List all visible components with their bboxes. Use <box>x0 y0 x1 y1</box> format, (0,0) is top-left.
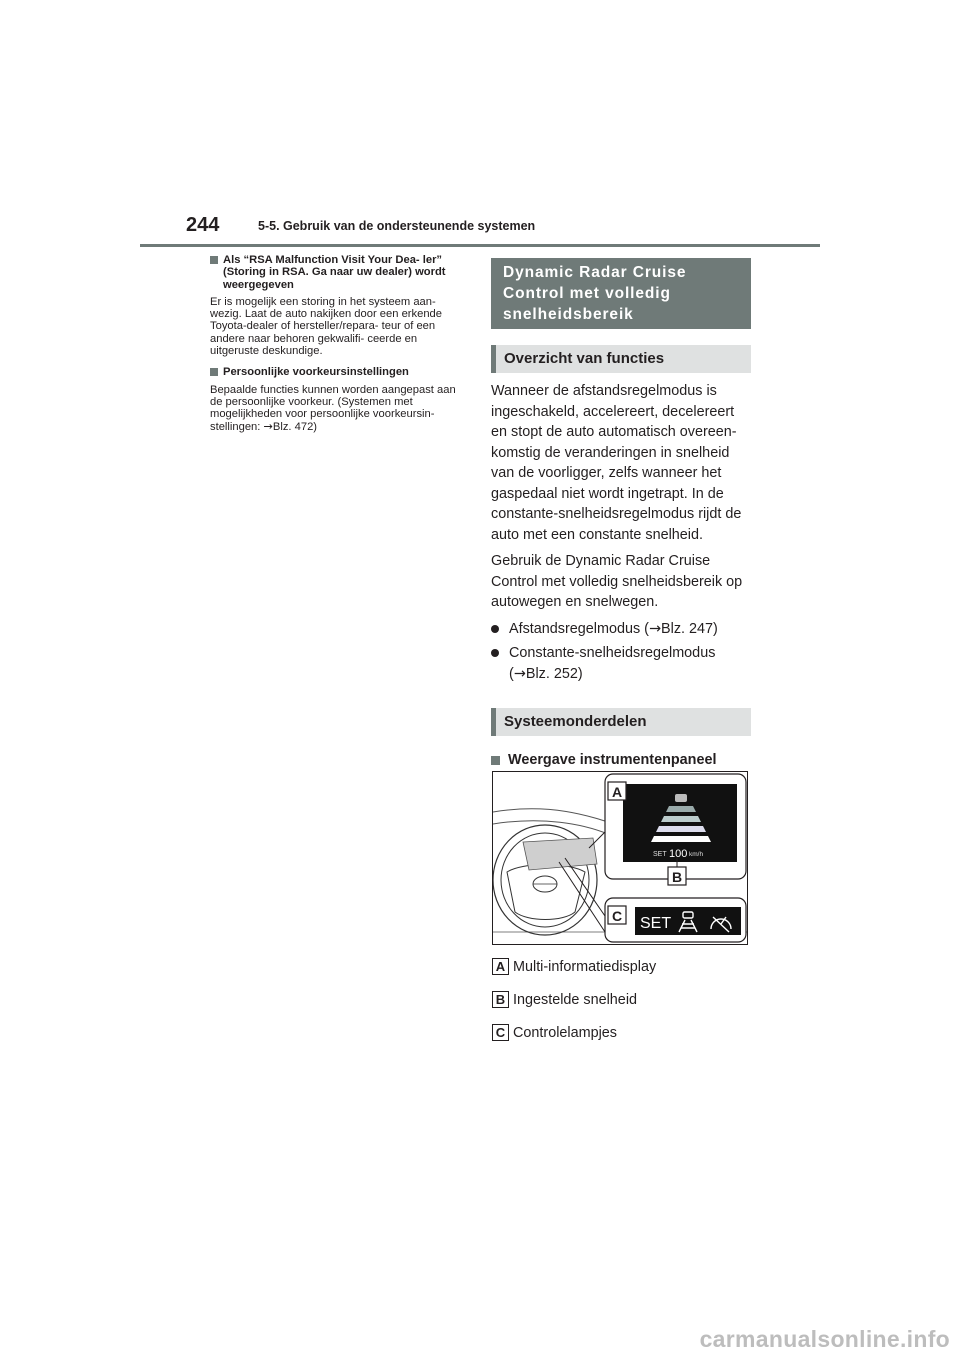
set-small-label: SET <box>653 851 667 858</box>
personal-settings-subheading <box>210 366 468 378</box>
page-reference-link[interactable]: Blz. 247) <box>661 620 718 637</box>
bullet-label: Constante-snelheidsregelmodus <box>509 645 716 661</box>
instrument-display-heading-text: Weergave instrumentenpaneel <box>508 752 717 768</box>
instrument-display-subheading <box>491 752 751 768</box>
page-reference-link[interactable]: Blz. 472) <box>272 420 318 433</box>
legend-item-c <box>492 1024 617 1041</box>
overview-paragraph-2: Gebruik de Dynamic Radar Cruise Control met volledig snelheidsbereik op autowegen en snelwegen. <box>491 553 743 610</box>
dashboard-line <box>493 809 623 827</box>
label-b: B <box>672 869 683 885</box>
instrument-panel-figure <box>492 771 748 945</box>
dashboard-line <box>493 821 608 834</box>
cluster-shade <box>523 838 597 870</box>
overview-paragraph-1: Wanneer de afstandsregelmodus is ingeschakeld, accelereert, decelereert en stopt de auto automatisch overeen- komstig de veranderingen in snelheid van de voorligger, zelfs wanneer het gaspedaal niet wordt ingetrapt. In de constante-snelheidsregelmodus rijdt de auto met een constante snelheid. <box>491 383 742 543</box>
right-column <box>491 258 751 768</box>
xref-arrow-icon: → <box>263 419 273 433</box>
personal-settings-body: Bepaalde functies kunnen worden aangepast aan de persoonlijke voorkeur. (Systemen met mogelijkheden voor persoonlijke voorkeursin- stellingen: <box>210 383 456 433</box>
square-bullet-icon <box>210 256 218 264</box>
set-indicator: SET <box>640 915 672 932</box>
rsa-malfunction-heading-text: Als “RSA Malfunction Visit Your Dea- ler” (Storing in RSA. Ga naar uw dealer) wordt weergegeven <box>223 254 446 291</box>
xref-arrow-icon: → <box>648 620 662 637</box>
label-c: C <box>612 908 623 924</box>
bullet-paren: ( <box>509 665 514 682</box>
bullet-dot-icon <box>491 625 499 633</box>
square-bullet-icon <box>491 756 500 765</box>
bullet-distance-mode <box>491 619 751 640</box>
legend-key: A <box>492 958 509 975</box>
legend-label: Ingestelde snelheid <box>513 991 638 1008</box>
watermark: carmanualsonline.info <box>699 1326 950 1352</box>
legend-key: B <box>492 991 509 1008</box>
legend-key: C <box>492 1024 509 1041</box>
legend-item-a <box>492 958 656 975</box>
bullet-text <box>509 619 718 640</box>
page-reference-link[interactable]: Blz. 252) <box>525 665 583 682</box>
legend-label: Controlelampjes <box>513 1024 617 1041</box>
speed-unit: km/h <box>689 851 704 858</box>
personal-settings-heading-text: Persoonlijke voorkeursinstellingen <box>223 366 409 379</box>
rsa-malfunction-text: Er is mogelijk een storing in het systeem aan- wezig. Laat de auto nakijken door een erkende Toyota-dealer of hersteller/repara- teur of een andere naar behoren gekwalifi- ceerde en uitgeruste deskundige. <box>210 295 442 358</box>
square-bullet-icon <box>210 368 218 376</box>
legend-label: Multi-informatiedisplay <box>513 958 657 975</box>
page-number: 244 <box>186 214 220 236</box>
left-column <box>210 254 468 442</box>
figure-illustration <box>493 772 748 945</box>
bullet-label: Afstandsregelmodus ( <box>509 620 649 637</box>
label-a: A <box>612 784 623 800</box>
set-speed-value: 100 <box>669 848 688 860</box>
components-heading: Systeemonderdelen <box>491 708 751 736</box>
xref-arrow-icon: → <box>513 665 526 682</box>
bullet-constant-speed-mode <box>491 643 751 684</box>
overview-heading: Overzicht van functies <box>491 345 751 373</box>
main-heading: Dynamic Radar Cruise Control met volledig snelheidsbereik <box>491 258 751 329</box>
personal-settings-text <box>210 384 468 433</box>
bullet-text <box>509 643 715 684</box>
header-rule <box>140 244 820 247</box>
section-title: 5-5. Gebruik van de ondersteunende systemen <box>258 219 536 233</box>
bullet-dot-icon <box>491 649 499 657</box>
legend-item-b <box>492 991 637 1008</box>
rsa-malfunction-subheading <box>210 254 468 291</box>
